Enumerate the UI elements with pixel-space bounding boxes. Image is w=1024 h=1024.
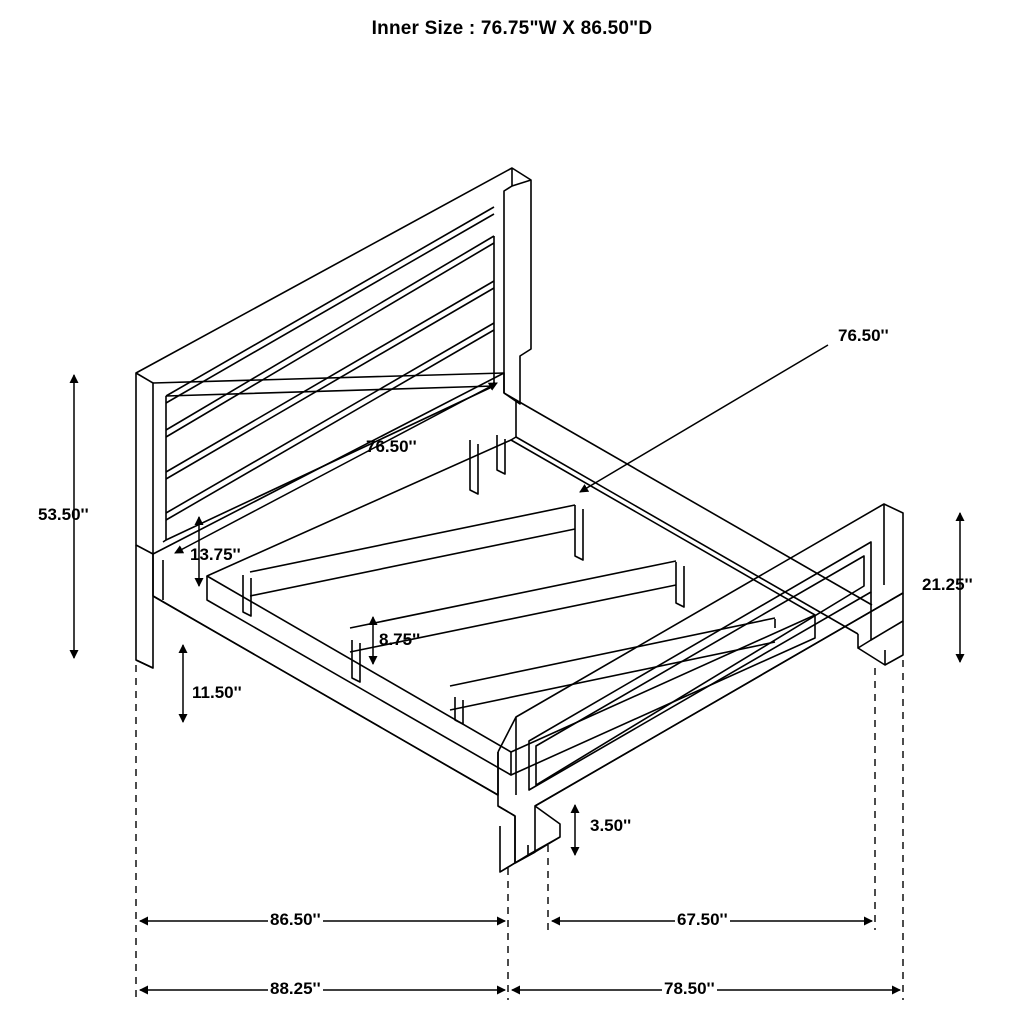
dim-overall-depth-inner: 86.50''	[270, 910, 321, 929]
dim-side-rail-height: 11.50''	[192, 683, 242, 702]
dim-headboard-inner-width: 76.50''	[366, 437, 417, 456]
dim-center-support-height: 8.75''	[379, 630, 421, 649]
dim-headboard-height: 53.50''	[38, 505, 89, 524]
dim-footboard-height: 21.25''	[922, 575, 973, 594]
dim-rail-callout-width: 76.50''	[838, 326, 889, 345]
page-title: Inner Size : 76.75"W X 86.50"D	[371, 18, 653, 39]
extension-lines	[136, 660, 903, 1000]
dim-overall-depth-outer: 88.25''	[270, 979, 321, 998]
dim-slat-height-front: 13.75''	[190, 545, 241, 564]
dim-footboard-clearance: 3.50''	[590, 816, 632, 835]
dim-footboard-inner-width: 67.50''	[677, 910, 728, 929]
headboard-group	[136, 168, 531, 668]
dim-footboard-outer-width: 78.50''	[664, 979, 715, 998]
frame-group	[153, 393, 872, 795]
horizontal-dimension-lines	[140, 921, 900, 990]
